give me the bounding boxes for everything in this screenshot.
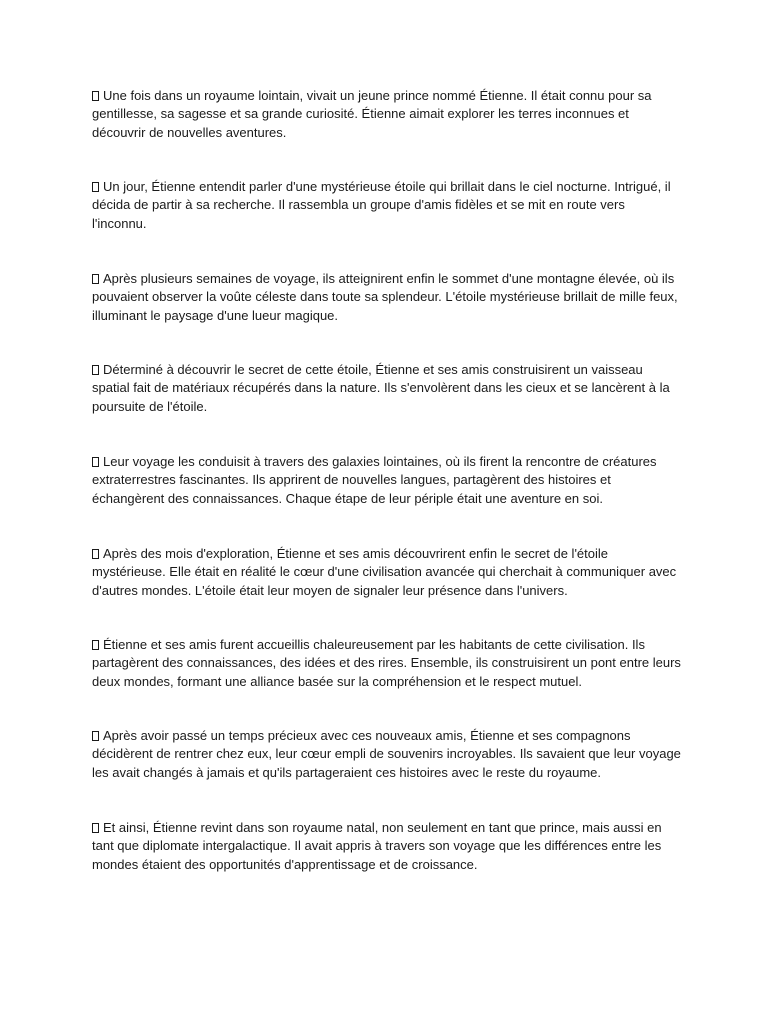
story-paragraph-8 bbox=[92, 727, 682, 782]
story-paragraph-6 bbox=[92, 545, 682, 600]
story-paragraph-2 bbox=[92, 178, 682, 233]
missing-glyph-icon bbox=[92, 640, 99, 650]
story-paragraph-1 bbox=[92, 87, 682, 142]
missing-glyph-icon bbox=[92, 274, 99, 284]
story-paragraph-3 bbox=[92, 270, 682, 325]
missing-glyph-icon bbox=[92, 823, 99, 833]
paragraph-text: Un jour, Étienne entendit parler d'une mystérieuse étoile qui brillait dans le ciel nocturne. Intrigué, il décida de partir à sa recherche. Il rassembla un groupe d'amis fidèles et se mit en route vers l'inconnu. bbox=[92, 179, 671, 231]
missing-glyph-icon bbox=[92, 549, 99, 559]
paragraph-text: Après des mois d'exploration, Étienne et ses amis découvrirent enfin le secret de l'étoile mystérieuse. Elle était en réalité le cœur d'une civilisation avancée qui cherchait à communiquer avec d'autres mondes. L'étoile était leur moyen de signaler leur présence dans l'univers. bbox=[92, 546, 677, 598]
paragraph-text: Étienne et ses amis furent accueillis chaleureusement par les habitants de cette civilisation. Ils partagèrent des connaissances, des idées et des rires. Ensemble, ils construisirent un pont entre leurs deux mondes, formant une alliance basée sur la compréhension et le respect mutuel. bbox=[92, 637, 681, 689]
paragraph-text: Et ainsi, Étienne revint dans son royaume natal, non seulement en tant que prince, mais aussi en tant que diplomate intergalactique. Il avait appris à travers son voyage que les différences entre les mondes étaient des opportunités d'apprentissage et de croissance. bbox=[92, 820, 662, 872]
story-paragraph-7 bbox=[92, 636, 682, 691]
story-paragraph-9 bbox=[92, 819, 682, 874]
missing-glyph-icon bbox=[92, 182, 99, 192]
missing-glyph-icon bbox=[92, 91, 99, 101]
story-paragraph-5 bbox=[92, 453, 682, 508]
story-paragraph-4 bbox=[92, 361, 682, 416]
missing-glyph-icon bbox=[92, 365, 99, 375]
paragraph-text: Une fois dans un royaume lointain, vivait un jeune prince nommé Étienne. Il était connu pour sa gentillesse, sa sagesse et sa grande curiosité. Étienne aimait explorer les terres inconnues et découvrir de nouvelles aventures. bbox=[92, 88, 652, 140]
paragraph-text: Après plusieurs semaines de voyage, ils atteignirent enfin le sommet d'une montagne élevée, où ils pouvaient observer la voûte céleste dans toute sa splendeur. L'étoile mystérieuse brillait de mille feux, illuminant le paysage d'une lueur magique. bbox=[92, 271, 678, 323]
missing-glyph-icon bbox=[92, 457, 99, 467]
paragraph-text: Leur voyage les conduisit à travers des galaxies lointaines, où ils firent la rencontre de créatures extraterrestres fascinantes. Ils apprirent de nouvelles langues, partagèrent des histoires et échangèrent des connaissances. Chaque étape de leur périple était une aventure en soi. bbox=[92, 454, 657, 506]
paragraph-text: Déterminé à découvrir le secret de cette étoile, Étienne et ses amis construisirent un vaisseau spatial fait de matériaux récupérés dans la nature. Ils s'envolèrent dans les cieux et se lancèrent à la poursuite de l'étoile. bbox=[92, 362, 670, 414]
paragraph-text: Après avoir passé un temps précieux avec ces nouveaux amis, Étienne et ses compagnons décidèrent de rentrer chez eux, leur cœur empli de souvenirs incroyables. Ils savaient que leur voyage les avait changés à jamais et qu'ils partageraient ces histoires avec le reste du royaume. bbox=[92, 728, 681, 780]
missing-glyph-icon bbox=[92, 731, 99, 741]
